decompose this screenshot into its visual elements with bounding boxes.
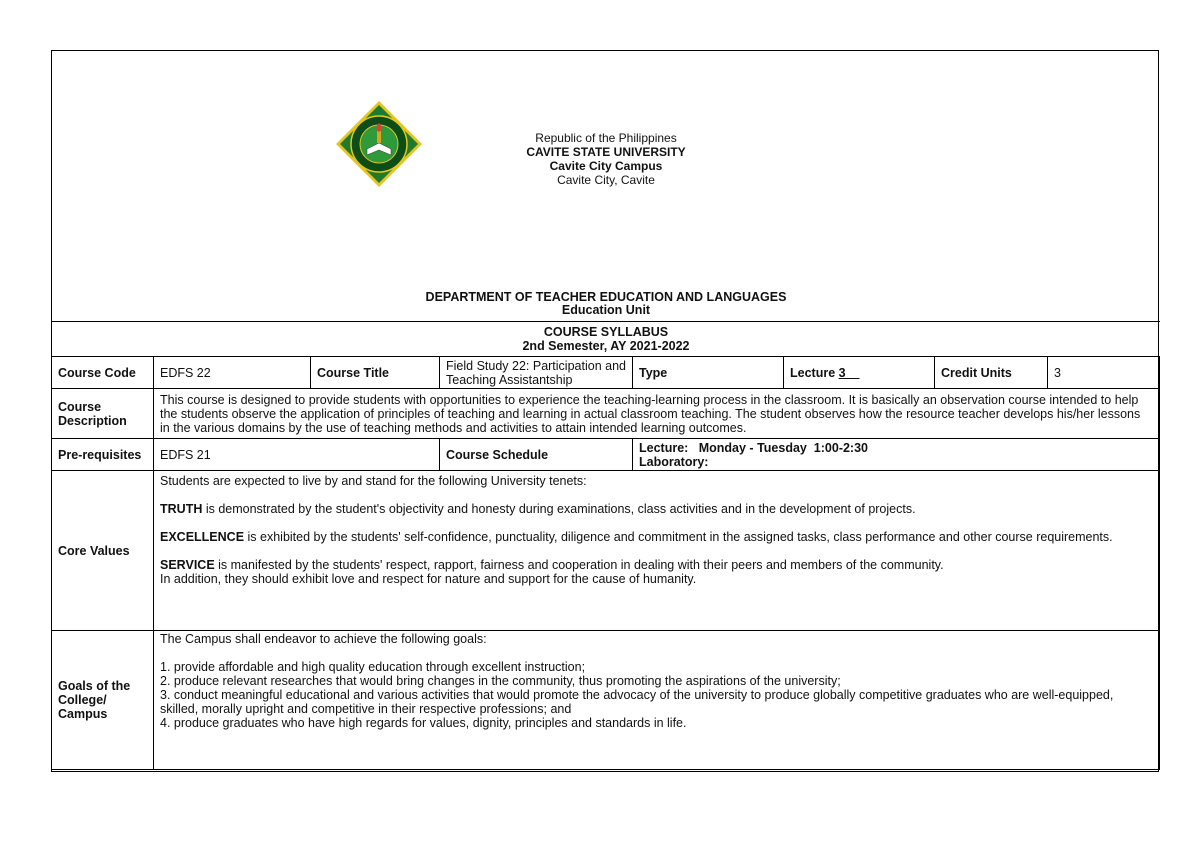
table-row xyxy=(52,357,1160,389)
table-row xyxy=(52,389,1160,439)
course-info-table xyxy=(51,356,1160,770)
document-header xyxy=(52,51,1158,321)
department-name: DEPARTMENT OF TEACHER EDUCATION AND LANGUAGES xyxy=(425,290,787,304)
goal-item: 3. conduct meaningful educational and various activities that would promote the advocacy of the university to produce globally competitive graduates who are well-equipped, skilled, morally upright and competitive in their respective professions; and xyxy=(160,688,1114,716)
goal-item: 1. provide affordable and high quality education through excellent instruction; xyxy=(160,660,586,674)
table-row xyxy=(52,471,1160,631)
course-schedule-value xyxy=(633,439,1160,471)
excellence-key: EXCELLENCE xyxy=(160,530,245,544)
goal-item: 4. produce graduates who have high regards for values, dignity, principles and standards in life. xyxy=(160,716,687,730)
core-values-label: Core Values xyxy=(52,471,154,631)
course-title-label: Course Title xyxy=(311,357,440,389)
semester-text: 2nd Semester, AY 2021-2022 xyxy=(522,339,690,353)
service-paragraph xyxy=(160,558,1153,572)
excellence-text: is exhibited by the students' self-confidence, punctuality, diligence and commitment in the assigned tasks, class performance and other course requirements. xyxy=(244,530,1113,544)
service-key: SERVICE xyxy=(160,558,215,572)
excellence-paragraph xyxy=(160,530,1153,544)
goals-text xyxy=(154,631,1160,770)
service-text: is manifested by the students' respect, rapport, fairness and cooperation in dealing with their peers and members of the community. xyxy=(214,558,944,572)
type-lecture-label: Lecture xyxy=(790,365,836,380)
type-label: Type xyxy=(633,357,784,389)
truth-text: is demonstrated by the student's objectivity and honesty during examinations, class activities and in the development of projects. xyxy=(202,502,916,516)
university-name: CAVITE STATE UNIVERSITY xyxy=(526,145,686,159)
course-schedule-label: Course Schedule xyxy=(440,439,633,471)
course-description-text: This course is designed to provide students with opportunities to experience the teaching-learning process in the classroom. It is basically an observation course intended to help the students observe the application of principles of teaching and learning in actual classroom teaching. The student observes how the resource teacher develops his/her lessons in the various domains by the use of teaching methods and activities to attain intended learning outcomes. xyxy=(154,389,1160,439)
syllabus-title-block xyxy=(52,321,1160,356)
table-row xyxy=(52,631,1160,770)
course-description-label: Course Description xyxy=(52,389,154,439)
core-values-text xyxy=(154,471,1160,631)
department-heading xyxy=(52,291,1160,317)
prerequisites-label: Pre-requisites xyxy=(52,439,154,471)
service-extra: In addition, they should exhibit love and respect for nature and support for the cause of humanity. xyxy=(160,572,697,586)
credit-units-label: Credit Units xyxy=(935,357,1048,389)
type-lecture-value: 3__ xyxy=(838,365,860,380)
core-values-intro: Students are expected to live by and stand for the following University tenets: xyxy=(160,474,587,488)
goal-item: 2. produce relevant researches that would bring changes in the community, thus promoting the aspirations of the university; xyxy=(160,674,841,688)
republic-text: Republic of the Philippines xyxy=(535,131,677,145)
syllabus-title: COURSE SYLLABUS xyxy=(543,325,669,339)
credit-units-value: 3 xyxy=(1048,357,1160,389)
campus-location: Cavite City, Cavite xyxy=(557,173,655,187)
schedule-laboratory: Laboratory: xyxy=(639,454,709,469)
university-heading xyxy=(52,131,1160,187)
prerequisites-value: EDFS 21 xyxy=(154,439,440,471)
campus-name: Cavite City Campus xyxy=(549,159,663,173)
table-row xyxy=(52,439,1160,471)
truth-paragraph xyxy=(160,502,1153,516)
schedule-lecture: Lecture: Monday - Tuesday 1:00-2:30 xyxy=(639,440,868,455)
course-code-label: Course Code xyxy=(52,357,154,389)
type-value xyxy=(784,357,935,389)
goals-label: Goals of the College/ Campus xyxy=(52,631,154,770)
truth-key: TRUTH xyxy=(160,502,203,516)
course-code-value: EDFS 22 xyxy=(154,357,311,389)
syllabus-page xyxy=(51,50,1159,772)
goals-intro: The Campus shall endeavor to achieve the following goals: xyxy=(160,632,487,646)
unit-name: Education Unit xyxy=(561,303,651,317)
course-title-value: Field Study 22: Participation and Teaching Assistantship xyxy=(440,357,633,389)
